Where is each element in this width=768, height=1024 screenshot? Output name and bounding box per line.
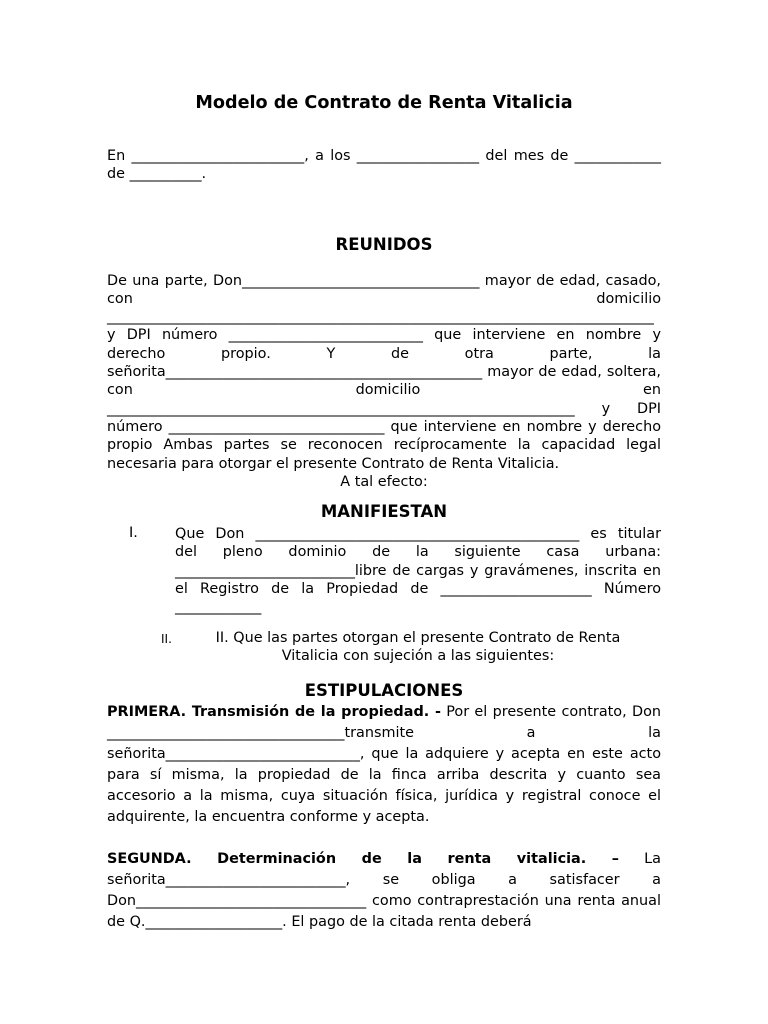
document-title: Modelo de Contrato de Renta Vitalicia xyxy=(195,93,573,113)
manifiestan-item-1 xyxy=(107,525,661,616)
clause-segunda-text: La señorita_________________________, se obliga a satisfacer a Don________________________________ como contraprestación una renta anual de Q.___________________. El pago de la citada renta deberá xyxy=(107,851,661,931)
clause-segunda-label: SEGUNDA. Determinación de la renta vitalicia. – xyxy=(107,851,619,868)
item-number: II. xyxy=(161,631,172,646)
clause-spacer xyxy=(107,828,661,849)
manifiestan-heading: MANIFIESTAN xyxy=(320,502,448,522)
estipulaciones-heading: ESTIPULACIONES xyxy=(304,681,464,701)
manifiestan-item-2 xyxy=(107,629,661,666)
clause-primera xyxy=(107,702,661,828)
a-tal-efecto-line: A tal efecto: xyxy=(340,473,428,490)
document-body xyxy=(107,92,661,933)
reunidos-heading: REUNIDOS xyxy=(335,234,433,254)
item-number: I. xyxy=(129,525,138,542)
item-text: II. Que las partes otorgan el presente Contrato de Renta Vitalicia con sujeción a las siguientes: xyxy=(215,629,621,664)
clause-primera-label: PRIMERA. Transmisión de la propiedad. - xyxy=(107,704,441,721)
clause-segunda xyxy=(107,849,661,933)
item-text: Que Don _____________________________________________ es titular del pleno dominio de la siguiente casa urbana: _________________________libre de cargas y gravámenes, inscrita en el Registro de la Propiedad de _____________________ Número ____________ xyxy=(175,526,661,616)
intro-paragraph: En ________________________, a los _________________ del mes de ____________ de __________. xyxy=(107,148,661,183)
clause-primera-text: Por el presente contrato, Don _________________________________transmite a la señorita___________________________, que la adquiere y acepta en este acto para sí misma, la propiedad de la finca arriba descrita y cuanto sea accesorio a la misma, cuya situación física, jurídica y registral conoce el adquirente, la encuentra conforme y acepta. xyxy=(107,704,661,826)
reunidos-paragraph: De una parte, Don_________________________________ mayor de edad, casado, con domicilio ____________________________________________________________________________ y DPI número ___________________________ que interviene en nombre y derecho propio. Y de otra parte, la señorita____________________________________________ mayor de edad, soltera, con domicilio en _________________________________________________________________ y DPI número ______________________________ que interviene en nombre y derecho propio Ambas partes se reconocen recíprocamente la capacidad legal necesaria para otorgar el presente Contrato de Renta Vitalicia. xyxy=(107,272,661,472)
